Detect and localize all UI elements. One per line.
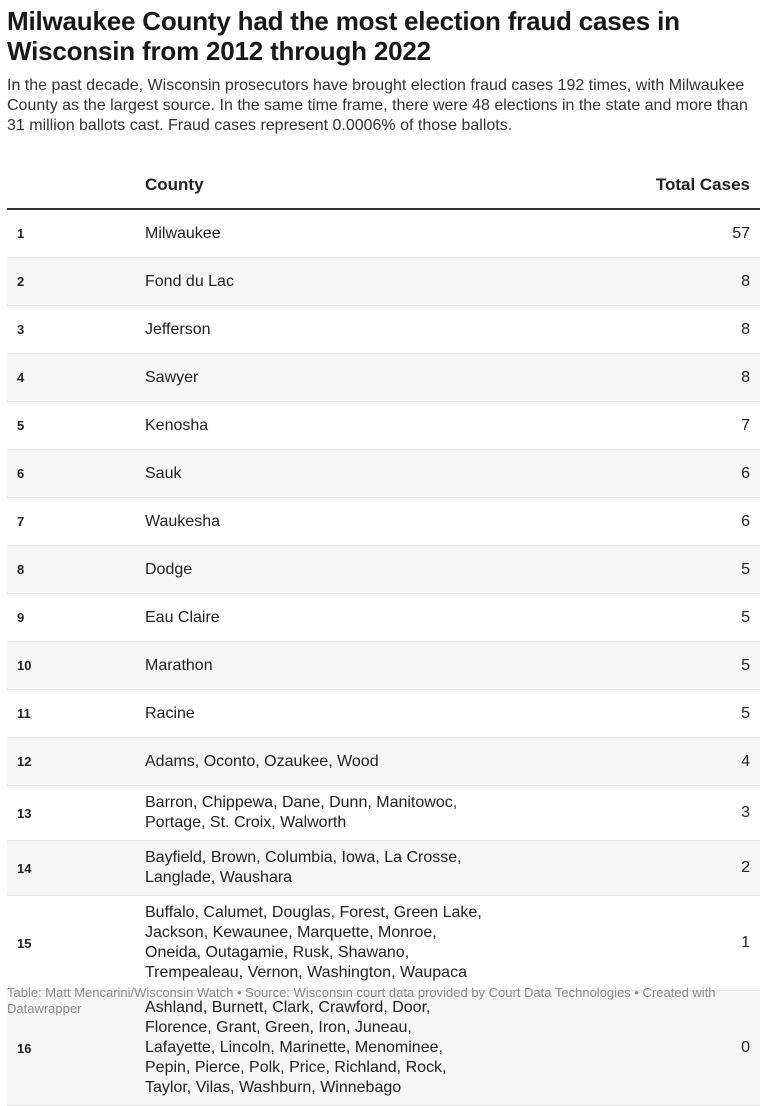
total-cases-cell: 2 — [590, 841, 760, 896]
total-cases-cell: 57 — [590, 209, 760, 258]
county-name: Milwaukee — [145, 224, 221, 242]
county-cell — [145, 594, 590, 642]
chart-description: In the past decade, Wisconsin prosecutors have brought election fraud cases 192 times, with Milwaukee County as the largest source. In the same time frame, there were 48 elections in the state and more than 31 million ballots cast. Fraud cases represent 0.0006% of those ballots. — [7, 77, 748, 134]
table-row — [7, 738, 760, 786]
county-name: Bayfield, Brown, Columbia, Iowa, La Crosse, Langlade, Waushara — [145, 849, 462, 886]
total-cases-cell: 3 — [590, 786, 760, 841]
total-cases-cell: 8 — [590, 258, 760, 306]
county-name: Eau Claire — [145, 608, 220, 626]
table-body — [7, 209, 760, 1106]
rank-cell: 12 — [7, 738, 145, 786]
county-name: Racine — [145, 704, 195, 722]
county-cell — [145, 402, 590, 450]
header-rank — [7, 162, 145, 209]
rank-cell: 11 — [7, 690, 145, 738]
county-name: Dodge — [145, 560, 193, 578]
rank-cell: 5 — [7, 402, 145, 450]
table-row — [7, 841, 760, 896]
table-row — [7, 402, 760, 450]
rank-cell: 1 — [7, 209, 145, 258]
rank-cell: 6 — [7, 450, 145, 498]
county-cell — [145, 690, 590, 738]
county-name: Waukesha — [145, 512, 220, 530]
county-name: Ashland, Burnett, Clark, Crawford, Door, Florence, Grant, Green, Iron, Juneau, Lafayette, Lincoln, Marinette, Menominee, Pepin, Pierce, Polk, Price, Richland, Rock, Taylor, Vilas, Washburn, Winnebago — [145, 999, 447, 1096]
table-row — [7, 896, 760, 991]
county-cell — [145, 258, 590, 306]
table-row — [7, 594, 760, 642]
table-row — [7, 498, 760, 546]
rank-cell: 8 — [7, 546, 145, 594]
table-row — [7, 354, 760, 402]
county-name: Fond du Lac — [145, 272, 234, 290]
county-cell — [145, 546, 590, 594]
data-table — [7, 162, 760, 1106]
total-cases-cell: 0 — [590, 991, 760, 1106]
table-header-row — [7, 162, 760, 209]
table-row — [7, 690, 760, 738]
rank-cell: 14 — [7, 841, 145, 896]
chart-title: Milwaukee County had the most election fraud cases in Wisconsin from 2012 through 2022 — [7, 6, 680, 66]
total-cases-cell: 5 — [590, 642, 760, 690]
total-cases-cell: 5 — [590, 546, 760, 594]
rank-cell: 3 — [7, 306, 145, 354]
county-cell — [145, 354, 590, 402]
county-name: Barron, Chippewa, Dane, Dunn, Manitowoc, Portage, St. Croix, Walworth — [145, 794, 458, 831]
chart-footer: Table: Matt Mencarini/Wisconsin Watch • Source: Wisconsin court data provided by Court Data Technologies • Created with Datawrapper — [7, 985, 716, 1016]
total-cases-cell: 1 — [590, 896, 760, 991]
county-name: Marathon — [145, 656, 213, 674]
county-cell — [145, 841, 590, 896]
total-cases-cell: 7 — [590, 402, 760, 450]
total-cases-cell: 6 — [590, 498, 760, 546]
rank-cell: 13 — [7, 786, 145, 841]
county-cell — [145, 209, 590, 258]
table-row — [7, 450, 760, 498]
table-row — [7, 306, 760, 354]
rank-cell: 15 — [7, 896, 145, 991]
county-name: Adams, Oconto, Ozaukee, Wood — [145, 752, 379, 770]
county-name: Sauk — [145, 464, 182, 482]
total-cases-cell: 8 — [590, 306, 760, 354]
county-cell — [145, 738, 590, 786]
table-row — [7, 209, 760, 258]
total-cases-cell: 4 — [590, 738, 760, 786]
county-cell — [145, 642, 590, 690]
total-cases-cell: 6 — [590, 450, 760, 498]
header-total-cases: Total Cases — [590, 162, 760, 209]
county-cell — [145, 498, 590, 546]
county-name: Jefferson — [145, 320, 211, 338]
county-cell — [145, 786, 590, 841]
table-row — [7, 642, 760, 690]
table-row — [7, 258, 760, 306]
rank-cell: 9 — [7, 594, 145, 642]
county-name: Buffalo, Calumet, Douglas, Forest, Green Lake, Jackson, Kewaunee, Marquette, Monroe, Oneida, Outagamie, Rusk, Shawano, Trempealeau, Vernon, Washington, Waupaca — [145, 904, 482, 981]
table-row — [7, 786, 760, 841]
county-name: Sawyer — [145, 368, 199, 386]
header-county: County — [145, 162, 590, 209]
total-cases-cell: 5 — [590, 594, 760, 642]
total-cases-cell: 8 — [590, 354, 760, 402]
rank-cell: 2 — [7, 258, 145, 306]
total-cases-cell: 5 — [590, 690, 760, 738]
county-name: Kenosha — [145, 416, 209, 434]
table-row — [7, 546, 760, 594]
rank-cell: 4 — [7, 354, 145, 402]
rank-cell: 10 — [7, 642, 145, 690]
rank-cell: 7 — [7, 498, 145, 546]
county-cell — [145, 450, 590, 498]
rank-cell: 16 — [7, 991, 145, 1106]
county-cell — [145, 896, 590, 991]
county-cell — [145, 306, 590, 354]
